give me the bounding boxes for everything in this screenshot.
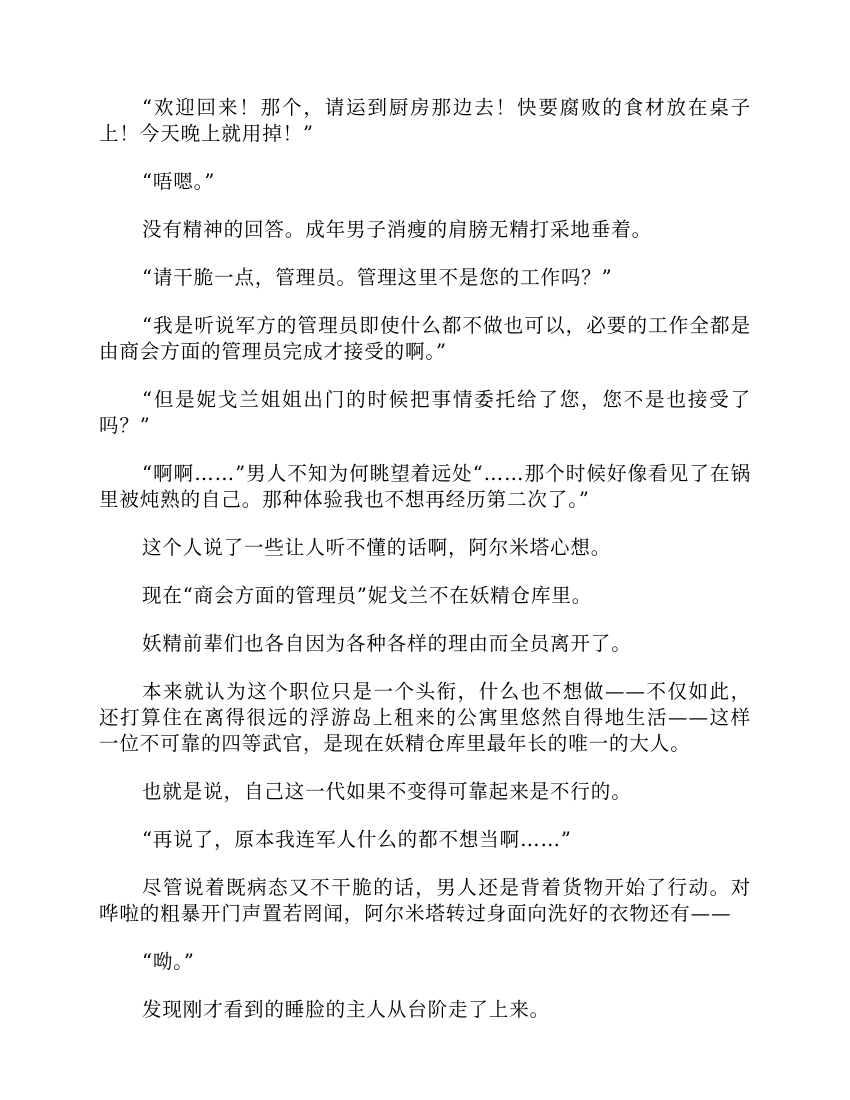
paragraph: “我是听说军方的管理员即使什么都不做也可以，必要的工作全都是由商会方面的管理员完成才接受的啊。”	[99, 314, 751, 363]
paragraph: 妖精前辈们也各自因为各种各样的理由而全员离开了。	[142, 632, 632, 655]
paragraph: “请干脆一点，管理员。管理这里不是您的工作吗？”	[142, 266, 613, 289]
paragraph: “欢迎回来！那个，请运到厨房那边去！快要腐败的食材放在桌子上！今天晚上就用掉！”	[99, 96, 751, 145]
paragraph: 这个人说了一些让人听不懂的话啊，阿尔米塔心想。	[142, 536, 612, 559]
paragraph: “再说了，原本我连军人什么的都不想当啊……”	[142, 828, 572, 851]
paragraph: “呦。”	[142, 950, 195, 973]
paragraph: “唔嗯。”	[142, 170, 216, 193]
paragraph: “啊啊……”男人不知为何眺望着远处“……那个时候好像看见了在锅里被炖熟的自己。那种体验我也不想再经历第二次了。”	[99, 462, 751, 511]
paragraph: 发现刚才看到的睡脸的主人从台阶走了上来。	[142, 998, 551, 1021]
paragraph: 也就是说，自己这一代如果不变得可靠起来是不行的。	[142, 780, 632, 803]
paragraph: 没有精神的回答。成年男子消瘦的肩膀无精打采地垂着。	[142, 218, 653, 241]
paragraph: 现在“商会方面的管理员”妮戈兰不在妖精仓库里。	[142, 584, 593, 607]
document-body	[99, 95, 751, 1045]
paragraph: “但是妮戈兰姐姐出门的时候把事情委托给了您，您不是也接受了吗？”	[99, 388, 751, 437]
paragraph: 本来就认为这个职位只是一个头衔，什么也不想做——不仅如此，还打算住在离得很远的浮游岛上租来的公寓里悠然自得地生活——这样一位不可靠的四等武官，是现在妖精仓库里最年长的唯一的大人。	[99, 680, 751, 755]
paragraph: 尽管说着既病态又不干脆的话，男人还是背着货物开始了行动。对哗啦的粗暴开门声置若罔闻，阿尔米塔转过身面向洗好的衣物还有——	[99, 876, 751, 925]
